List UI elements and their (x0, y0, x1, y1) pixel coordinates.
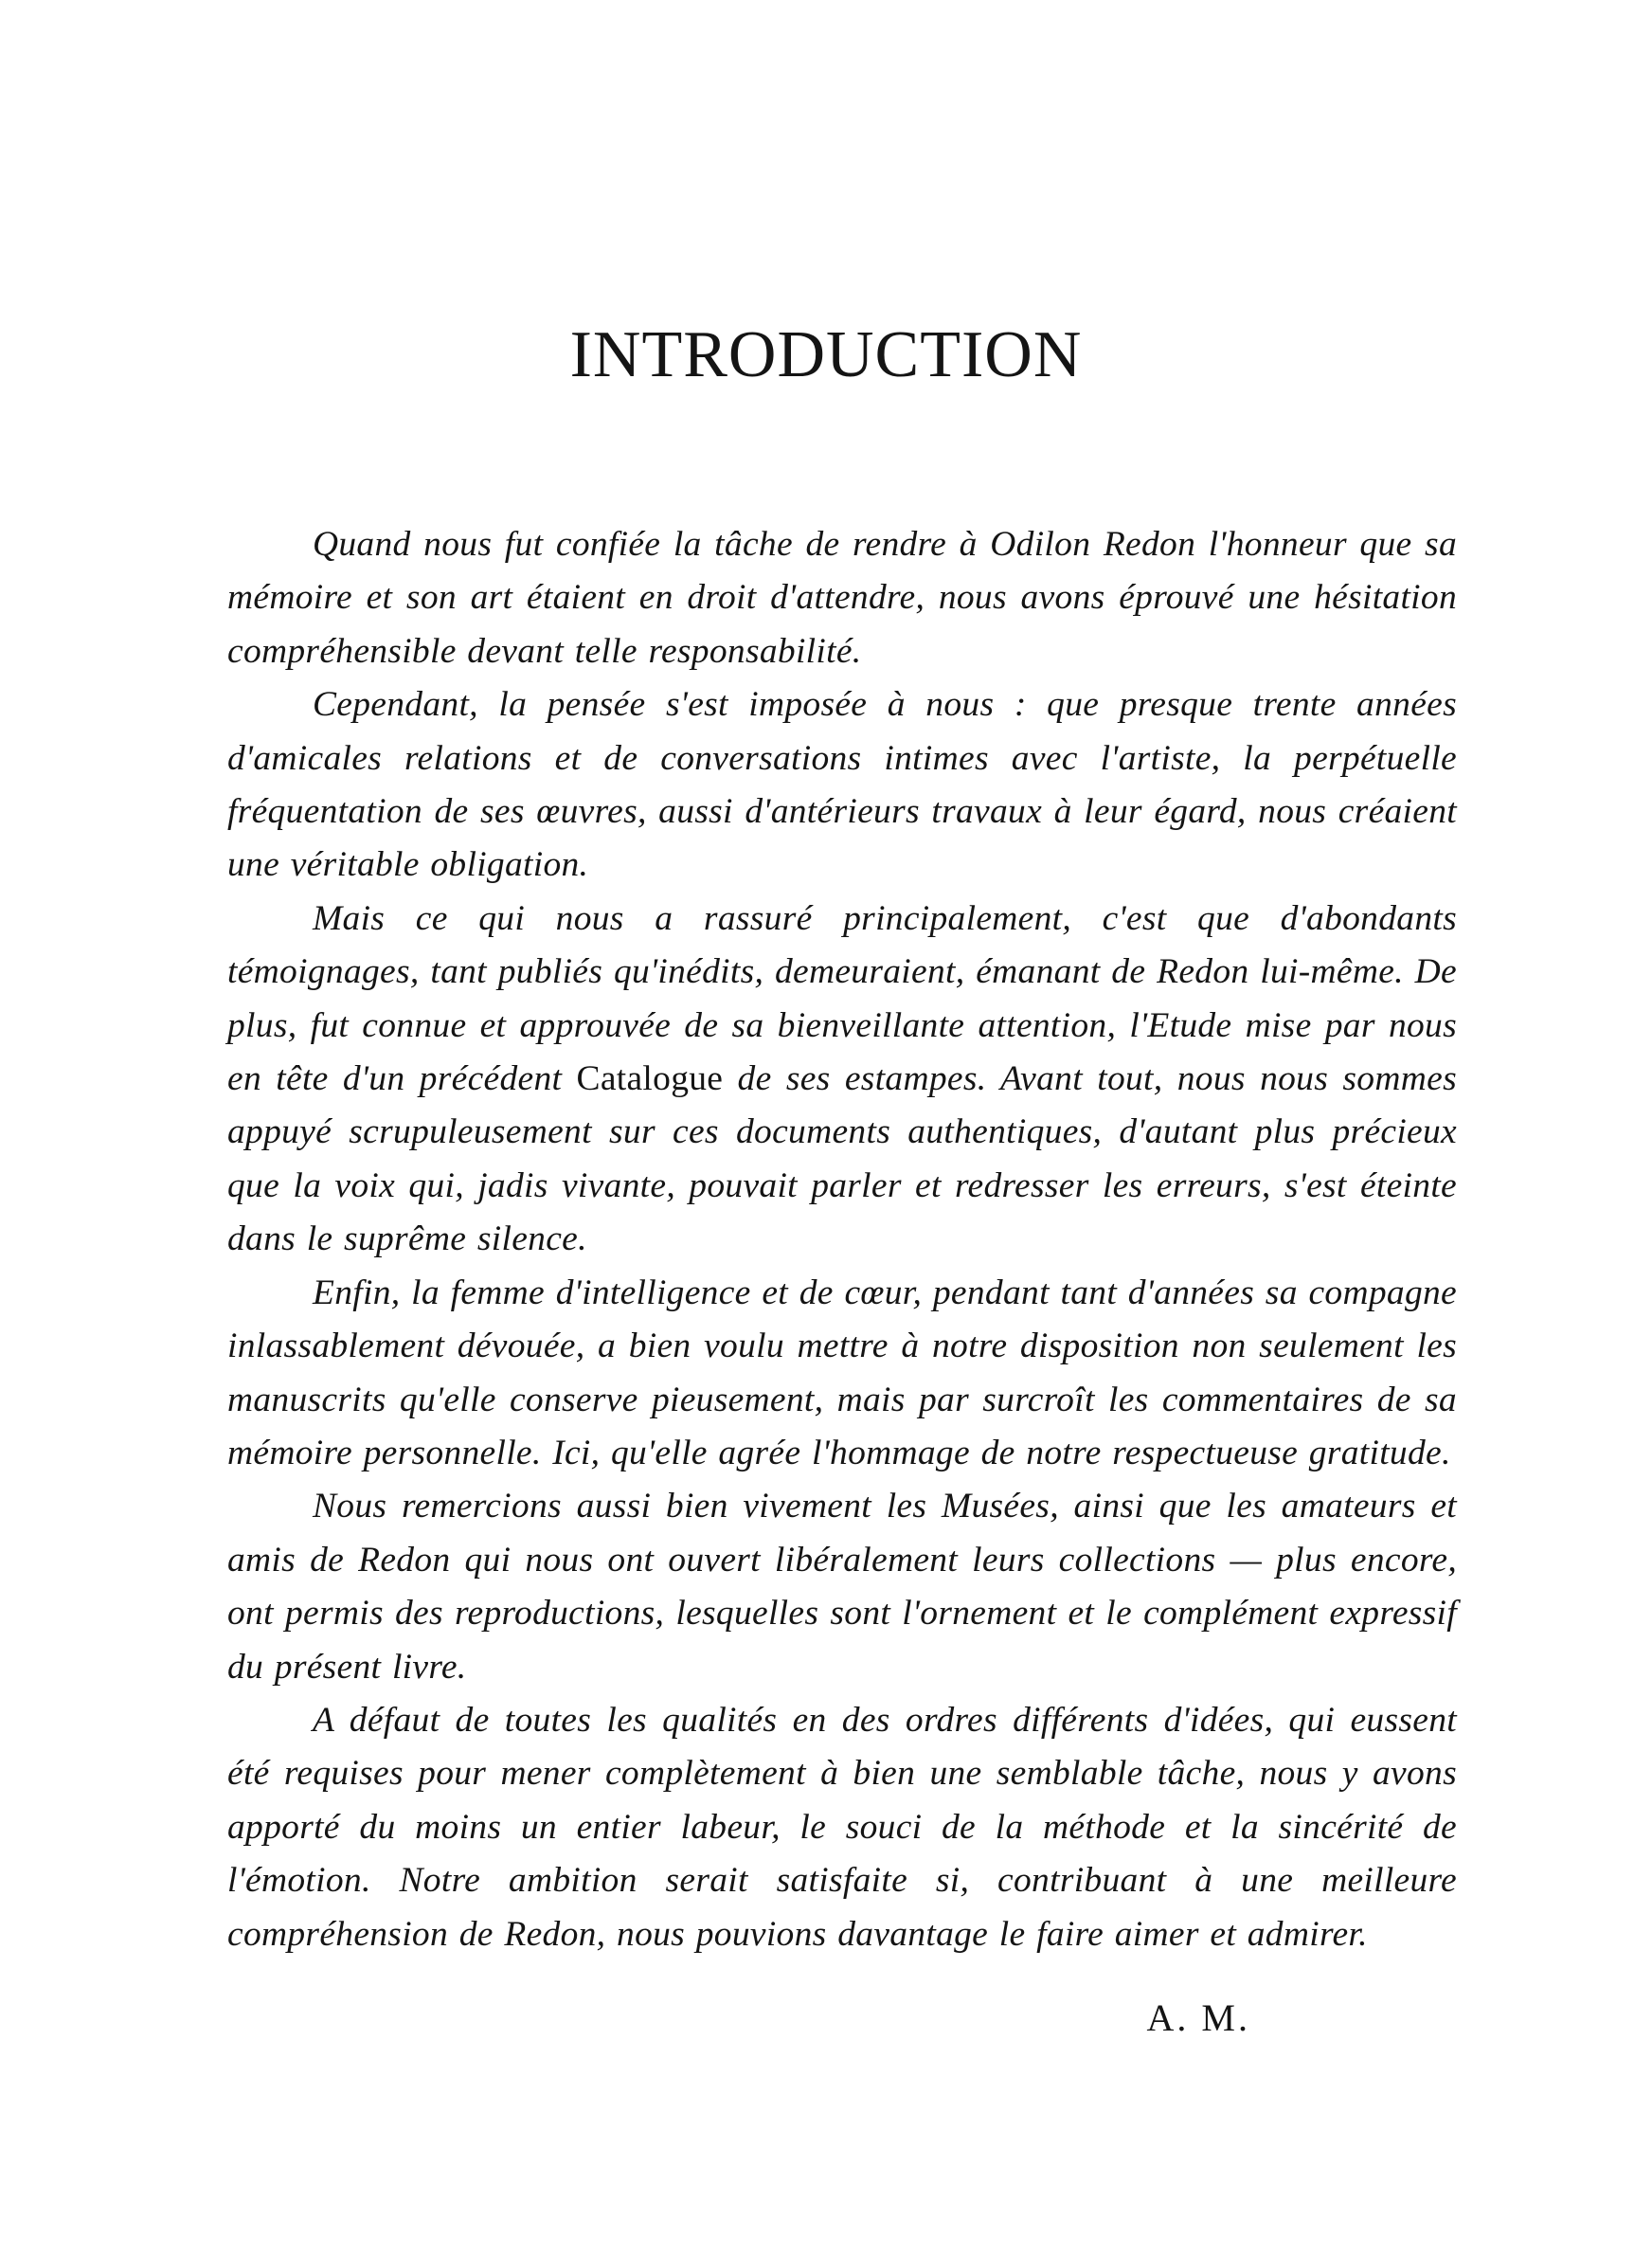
paragraph-3 (227, 893, 1457, 1267)
author-signature: A. M. (1146, 1996, 1250, 2039)
paragraph-1: Quand nous fut confiée la tâche de rendre à Odilon Redon l'honneur que sa mémoire et son art étaient en droit d'attendre, nous avons éprouvé une hésitation compréhensible devant telle responsabilité. (227, 525, 1457, 671)
paragraph-5: Nous remercions aussi bien vivement les Musées, ainsi que les amateurs et amis de Redon qui nous ont ouvert libéralement leurs collections — plus encore, ont permis des reproductions, lesquelles sont l'ornement et le complément expressif du présent livre. (227, 1487, 1457, 1687)
paragraph-3-part-2: de ses estampes. Avant tout, nous nous sommes appuyé scrupuleusement sur ces documents authentiques, d'autant plus précieux que la voix qui, jadis vivante, pouvait parler et redresser les erreurs, s'est éteinte dans le suprême silence. (227, 1059, 1457, 1259)
paragraph-2: Cependant, la pensée s'est imposée à nous : que presque trente années d'amicales relations et de conversations intimes avec l'artiste, la perpétuelle fréquentation de ses œuvres, aussi d'antérieurs travaux à leur égard, nous créaient une véritable obligation. (227, 685, 1457, 885)
introduction-body (227, 518, 1457, 1961)
paragraph-4: Enfin, la femme d'intelligence et de cœur, pendant tant d'années sa compagne inlassablement dévouée, a bien voulu mettre à notre disposition non seulement les manuscrits qu'elle conserve pieusement, mais par surcroît les commentaires de sa mémoire personnelle. Ici, qu'elle agrée l'hommage de notre respectueuse gratitude. (227, 1273, 1457, 1472)
page-title: INTRODUCTION (569, 318, 1083, 391)
paragraph-6: A défaut de toutes les qualités en des ordres différents d'idées, qui eussent été requises pour mener complètement à bien une semblable tâche, nous y avons apporté du moins un entier labeur, le souci de la méthode et la sincérité de l'émotion. Notre ambition serait satisfaite si, contribuant à une meilleure compréhension de Redon, nous pouvions davantage le faire aimer et admirer. (227, 1700, 1457, 1954)
paragraph-3-part-1: Mais ce qui nous a rassuré principalement, c'est que d'abondants témoignages, tant publiés qu'inédits, demeuraient, émanant de Redon lui-même. De plus, fut connue et approuvée de sa bienveillante attention, l'Etude mise par nous en tête d'un précédent (227, 898, 1457, 1099)
catalogue-title: Catalogue (576, 1059, 724, 1099)
